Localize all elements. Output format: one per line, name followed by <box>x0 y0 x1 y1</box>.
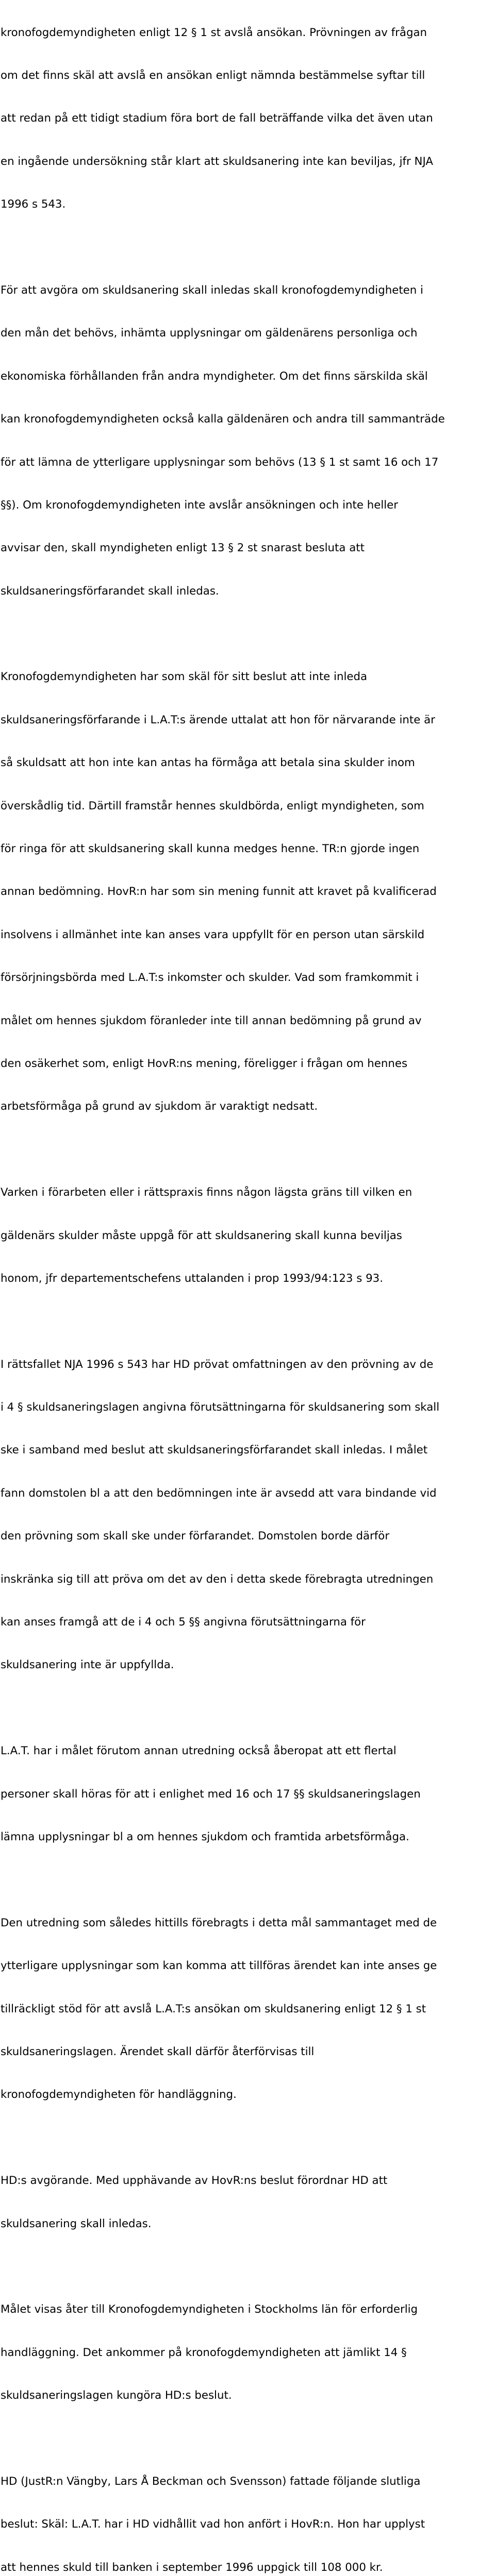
document-page <box>1 0 493 2576</box>
text-line: handläggning. Det ankommer på kronofogdemyndigheten att jämlikt 14 § <box>1 2346 407 2359</box>
paragraph-9 <box>1 2274 493 2432</box>
text-line: HD:s avgörande. Med upphävande av HovR:ns beslut förordnar HD att <box>1 2174 388 2188</box>
text-line: att redan på ett tidigt stadium föra bort de fall beträffande vilka det även utan <box>1 112 433 125</box>
text-line: L.A.T. har i målet förutom annan utredning också åberopat att ett flertal <box>1 1744 397 1758</box>
text-line: personer skall höras för att i enlighet med 16 och 17 §§ skuldsaneringslagen <box>1 1787 421 1801</box>
text-line: den osäkerhet som, enligt HovR:ns mening, föreligger i frågan om hennes <box>1 1057 408 1070</box>
text-line: fann domstolen bl a att den bedömningen inte är avsedd att vara bindande vid <box>1 1486 437 1500</box>
text-line: Kronofogdemyndigheten har som skäl för sitt beslut att inte inleda <box>1 670 368 684</box>
text-line: en ingående undersökning står klart att skuldsanering inte kan beviljas, jfr NJA <box>1 155 433 168</box>
text-line: Den utredning som således hittills förebragts i detta mål sammantaget med de <box>1 1916 437 1929</box>
paragraph-1 <box>1 0 493 241</box>
text-line: avvisar den, skall myndigheten enligt 13 § 2 st snarast besluta att <box>1 541 365 555</box>
text-line: lämna upplysningar bl a om hennes sjukdom och framtida arbetsförmåga. <box>1 1831 409 1843</box>
text-line: den prövning som skall ske under förfarandet. Domstolen borde därför <box>1 1530 390 1543</box>
text-line: annan bedömning. HovR:n har som sin mening funnit att kravet på kvalificerad <box>1 885 437 899</box>
text-line: Målet visas åter till Kronofogdemyndigheten i Stockholms län för erforderlig <box>1 2303 418 2316</box>
text-line: så skuldsatt att hon inte kan antas ha förmåga att betala sina skulder inom <box>1 756 415 770</box>
text-line: om det finns skäl att avslå en ansökan enligt nämnda bestämmelse syftar till <box>1 69 425 82</box>
text-line: ske i samband med beslut att skuldsaneringsförfarandet skall inledas. I målet <box>1 1444 428 1457</box>
text-line: kronofogdemyndigheten för handläggning. <box>1 2088 237 2102</box>
paragraph-10 <box>1 2446 493 2576</box>
text-line: arbetsförmåga på grund av sjukdom är varaktigt nedsatt. <box>1 1100 318 1113</box>
text-line: För att avgöra om skuldsanering skall inledas skall kronofogdemyndigheten i <box>1 283 423 297</box>
text-line: kan kronofogdemyndigheten också kalla gäldenären och andra till sammanträde <box>1 413 445 426</box>
text-line: överskådlig tid. Därtill framstår hennes skuldbörda, enligt myndigheten, som <box>1 799 424 812</box>
text-line: beslut: Skäl: L.A.T. har i HD vidhållit vad hon anfört i HovR:n. Hon har upplyst <box>1 2518 425 2531</box>
paragraph-3 <box>1 641 493 1143</box>
text-line: för ringa för att skuldsanering skall kunna medges henne. TR:n gjorde ingen <box>1 842 420 856</box>
text-line: skuldsanering inte är uppfyllda. <box>1 1658 174 1672</box>
text-line: I rättsfallet NJA 1996 s 543 har HD prövat omfattningen av den prövning av de <box>1 1358 434 1371</box>
text-line: att hennes skuld till banken i september 1996 uppgick till 108 000 kr. <box>1 2561 383 2574</box>
text-line: tillräckligt stöd för att avslå L.A.T:s ansökan om skuldsanering enligt 12 § 1 st <box>1 2002 426 2015</box>
text-line: den mån det behövs, inhämta upplysningar om gäldenärens personliga och <box>1 327 418 340</box>
paragraph-5 <box>1 1329 493 1701</box>
text-line: HD (JustR:n Vängby, Lars Å Beckman och Svensson) fattade följande slutliga <box>1 2475 421 2488</box>
text-line: skuldsaneringsförfarandet skall inledas. <box>1 584 219 598</box>
paragraph-8 <box>1 2145 493 2260</box>
text-line: ekonomiska förhållanden från andra myndigheter. Om det finns särskilda skäl <box>1 369 428 383</box>
text-line: skuldsaneringslagen. Ärendet skall därför återförvisas till <box>1 2045 315 2058</box>
paragraph-2 <box>1 255 493 627</box>
text-line: för att lämna de ytterligare upplysningar som behövs (13 § 1 st samt 16 och 17 <box>1 455 439 469</box>
text-line: §§). Om kronofogdemyndigheten inte avslår ansökningen och inte heller <box>1 498 399 512</box>
text-line: Varken i förarbeten eller i rättspraxis finns någon lägsta gräns till vilken en <box>1 1186 412 1199</box>
text-line: honom, jfr departementschefens uttalanden i prop 1993/94:123 s 93. <box>1 1272 383 1285</box>
text-line: insolvens i allmänhet inte kan anses vara uppfyllt för en person utan särskild <box>1 928 425 941</box>
text-line: kronofogdemyndigheten enligt 12 § 1 st avslå ansökan. Prövningen av frågan <box>1 26 427 39</box>
paragraph-7 <box>1 1887 493 2131</box>
paragraph-6 <box>1 1716 493 1873</box>
text-line: skuldsaneringsförfarande i L.A.T:s ärende uttalat att hon för närvarande inte är <box>1 713 435 726</box>
text-line: inskränka sig till att pröva om det av den i detta skede förebragta utredningen <box>1 1572 434 1586</box>
text-line: skuldsaneringslagen kungöra HD:s beslut. <box>1 2389 232 2402</box>
paragraph-4 <box>1 1157 493 1315</box>
text-line: målet om hennes sjukdom föranleder inte till annan bedömning på grund av <box>1 1014 422 1027</box>
text-line: gäldenärs skulder måste uppgå för att skuldsanering skall kunna beviljas <box>1 1229 402 1242</box>
text-line: skuldsanering skall inledas. <box>1 2217 152 2230</box>
text-line: kan anses framgå att de i 4 och 5 §§ angivna förutsättningarna för <box>1 1616 366 1629</box>
text-line: försörjningsbörda med L.A.T:s inkomster och skulder. Vad som framkommit i <box>1 971 419 985</box>
text-line: i 4 § skuldsaneringslagen angivna förutsättningarna för skuldsanering som skall <box>1 1401 440 1414</box>
text-line: ytterligare upplysningar som kan komma att tillföras ärendet kan inte anses ge <box>1 1959 437 1973</box>
text-line: 1996 s 543. <box>1 198 66 211</box>
